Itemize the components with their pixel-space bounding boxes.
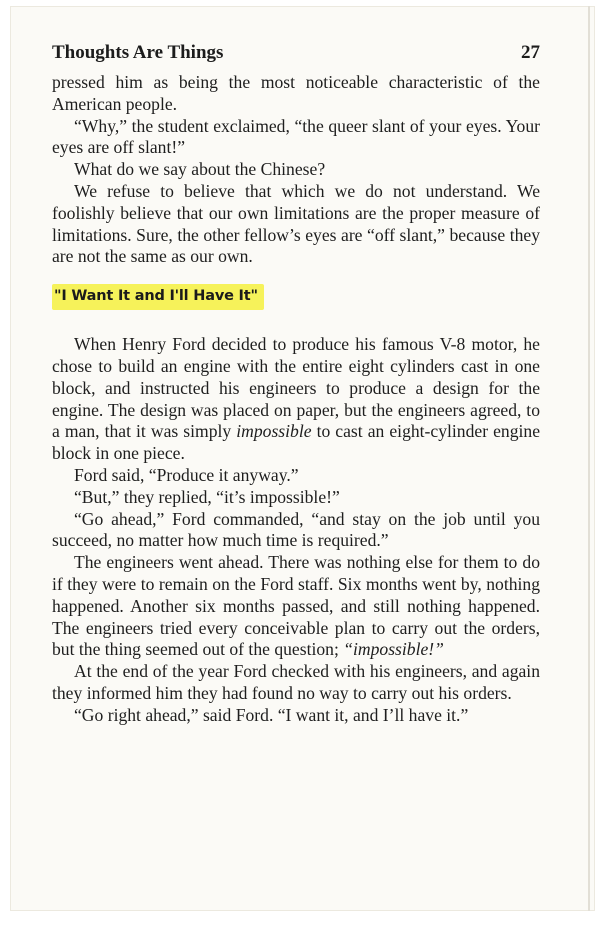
paragraph-text: When Henry Ford decided to produce his famous V-8 motor, he chose to build an engine with the entire eight cylinders cast in one block, and instructed his engineers to produce a design for the engine. The design was placed on paper, but the engineers agreed, to a man, that it was simply bbox=[52, 334, 540, 442]
paragraph bbox=[52, 552, 540, 661]
paragraph: We refuse to believe that which we do not understand. We foolishly believe that our own limitations are the proper measure of limitations. Sure, the other fellow’s eyes are “off slant,” because they are not the same as our own. bbox=[52, 180, 540, 267]
paragraph: pressed him as being the most noticeable characteristic of the American people. bbox=[52, 72, 540, 114]
running-header bbox=[52, 42, 540, 68]
paragraph bbox=[52, 334, 540, 465]
paragraph: At the end of the year Ford checked with his engineers, and again they informed him they had found no way to carry out his orders. bbox=[52, 661, 540, 703]
emphasis-text: impossible bbox=[236, 421, 312, 442]
section-heading-highlighted: "I Want It and I'll Have It" bbox=[52, 284, 264, 310]
paragraph: “But,” they replied, “it’s impossible!” bbox=[74, 486, 340, 507]
paragraph: “Go right ahead,” said Ford. “I want it, and I’ll have it.” bbox=[74, 704, 469, 725]
paragraph: “Why,” the student exclaimed, “the queer slant of your eyes. Your eyes are off slant!” bbox=[52, 115, 540, 158]
paragraph: What do we say about the Chinese? bbox=[74, 159, 326, 180]
paragraph: “Go ahead,” Ford commanded, “and stay on the job until you succeed, no matter how much time is required.” bbox=[52, 508, 540, 551]
page-number: 27 bbox=[521, 42, 540, 63]
page-edge bbox=[588, 6, 590, 911]
chapter-title: Thoughts Are Things bbox=[52, 42, 224, 63]
paragraph-text: to cast an eight-cylinder engine block in one piece. bbox=[52, 421, 540, 464]
paragraph: Ford said, “Produce it anyway.” bbox=[74, 464, 299, 485]
section-heading-block bbox=[52, 268, 540, 334]
emphasis-text: “impossible!” bbox=[343, 639, 444, 660]
paragraph-text: The engineers went ahead. There was nothing else for them to do if they were to remain on the Ford staff. Six months went by, nothing happened. Another six months passed, and still nothing happened. The engineers tried every conceivable plan to carry out the orders, but the thing seemed out of the question; bbox=[52, 552, 540, 660]
body-text bbox=[52, 72, 540, 727]
